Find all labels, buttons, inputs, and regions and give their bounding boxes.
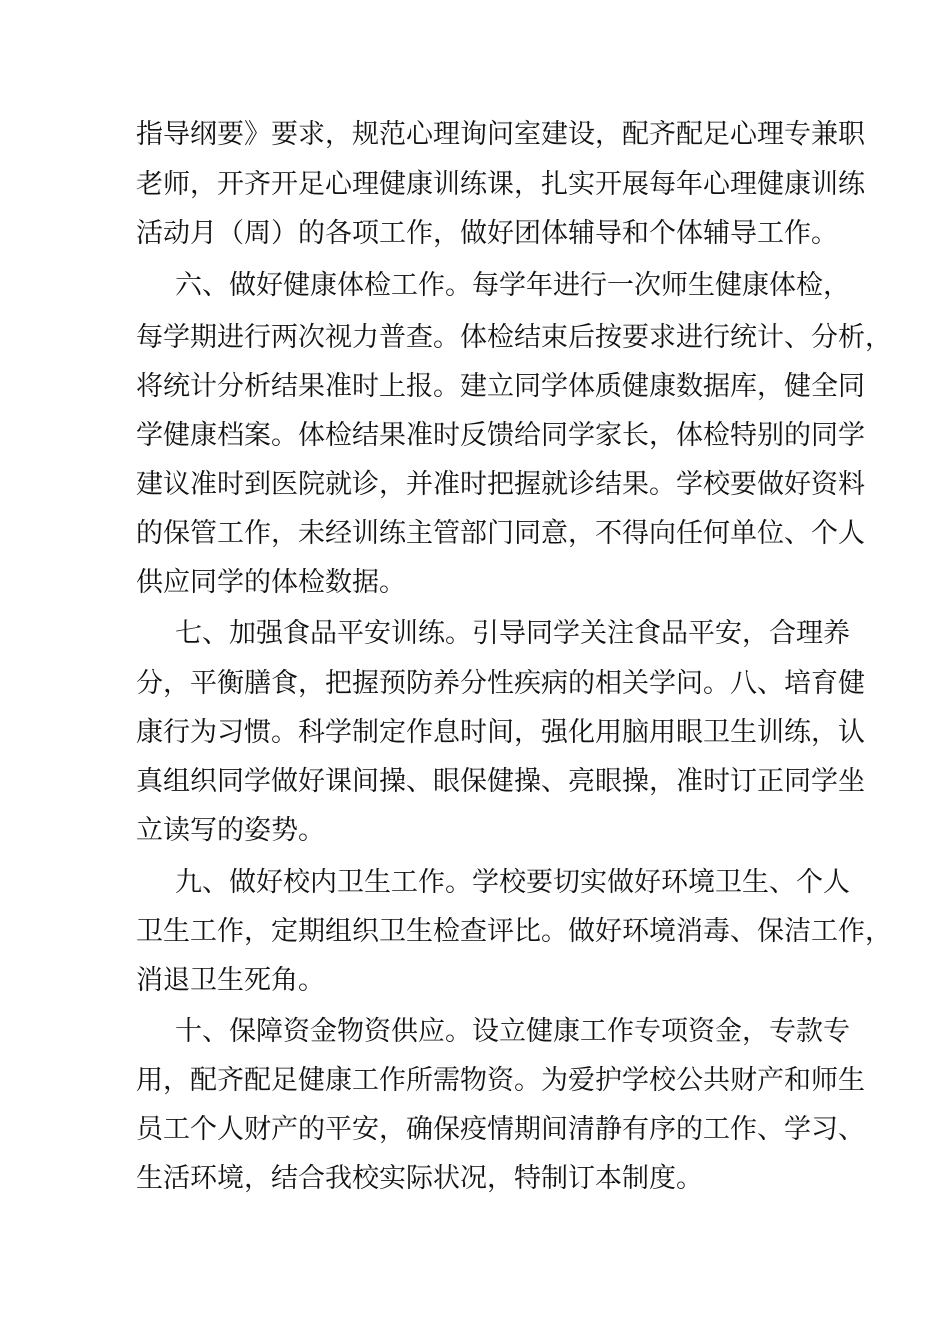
paragraph-1-line-2: 老师，开齐开足心理健康训练课，扎实开展每年心理健康训练 xyxy=(136,169,865,200)
paragraph-2-line-3: 将统计分析结果准时上报。建立同学体质健康数据库，健全同 xyxy=(136,371,865,402)
paragraph-3-line-3: 康行为习惯。科学制定作息时间，强化用脑用眼卫生训练，认 xyxy=(136,717,865,748)
paragraph-2-line-5: 建议准时到医院就诊，并准时把握就诊结果。学校要做好资料 xyxy=(136,469,865,500)
paragraph-3-line-4: 真组织同学做好课间操、眼保健操、亮眼操，准时订正同学坐 xyxy=(136,766,865,797)
paragraph-5-line-2: 用，配齐配足健康工作所需物资。为爱护学校公共财产和师生 xyxy=(136,1065,865,1096)
paragraph-2-line-4: 学健康档案。体检结果准时反馈给同学家长，体检特别的同学 xyxy=(136,420,865,451)
paragraph-4-line-1: 九、做好校内卫生工作。学校要切实做好环境卫生、个人 xyxy=(175,867,850,898)
paragraph-5-line-4: 生活环境，结合我校实际状况，特制订本制度。 xyxy=(136,1163,703,1194)
paragraph-2-line-1: 六、做好健康体检工作。每学年进行一次师生健康体检， xyxy=(175,270,850,301)
paragraph-1-line-1: 指导纲要》要求，规范心理询问室建设，配齐配足心理专兼职 xyxy=(136,119,865,150)
paragraph-1-line-3: 活动月（周）的各项工作，做好团体辅导和个体辅导工作。 xyxy=(136,218,838,249)
paragraph-4-line-3: 消退卫生死角。 xyxy=(136,965,325,996)
paragraph-3-line-1: 七、加强食品平安训练。引导同学关注食品平安，合理养 xyxy=(175,618,850,649)
paragraph-4-line-2: 卫生工作，定期组织卫生检查评比。做好环境消毒、保洁工作， xyxy=(136,916,892,947)
paragraph-2-line-6: 的保管工作，未经训练主管部门同意，不得向任何单位、个人 xyxy=(136,518,865,549)
paragraph-2-line-7: 供应同学的体检数据。 xyxy=(136,567,406,598)
paragraph-3-line-2: 分，平衡膳食，把握预防养分性疾病的相关学问。八、培育健 xyxy=(136,668,865,699)
paragraph-5-line-1: 十、保障资金物资供应。设立健康工作专项资金，专款专 xyxy=(175,1016,850,1047)
paragraph-3-line-5: 立读写的姿势。 xyxy=(136,815,325,846)
paragraph-5-line-3: 员工个人财产的平安，确保疫情期间清静有序的工作、学习、 xyxy=(136,1114,865,1145)
paragraph-2-line-2: 每学期进行两次视力普查。体检结束后按要求进行统计、分析， xyxy=(136,322,892,353)
